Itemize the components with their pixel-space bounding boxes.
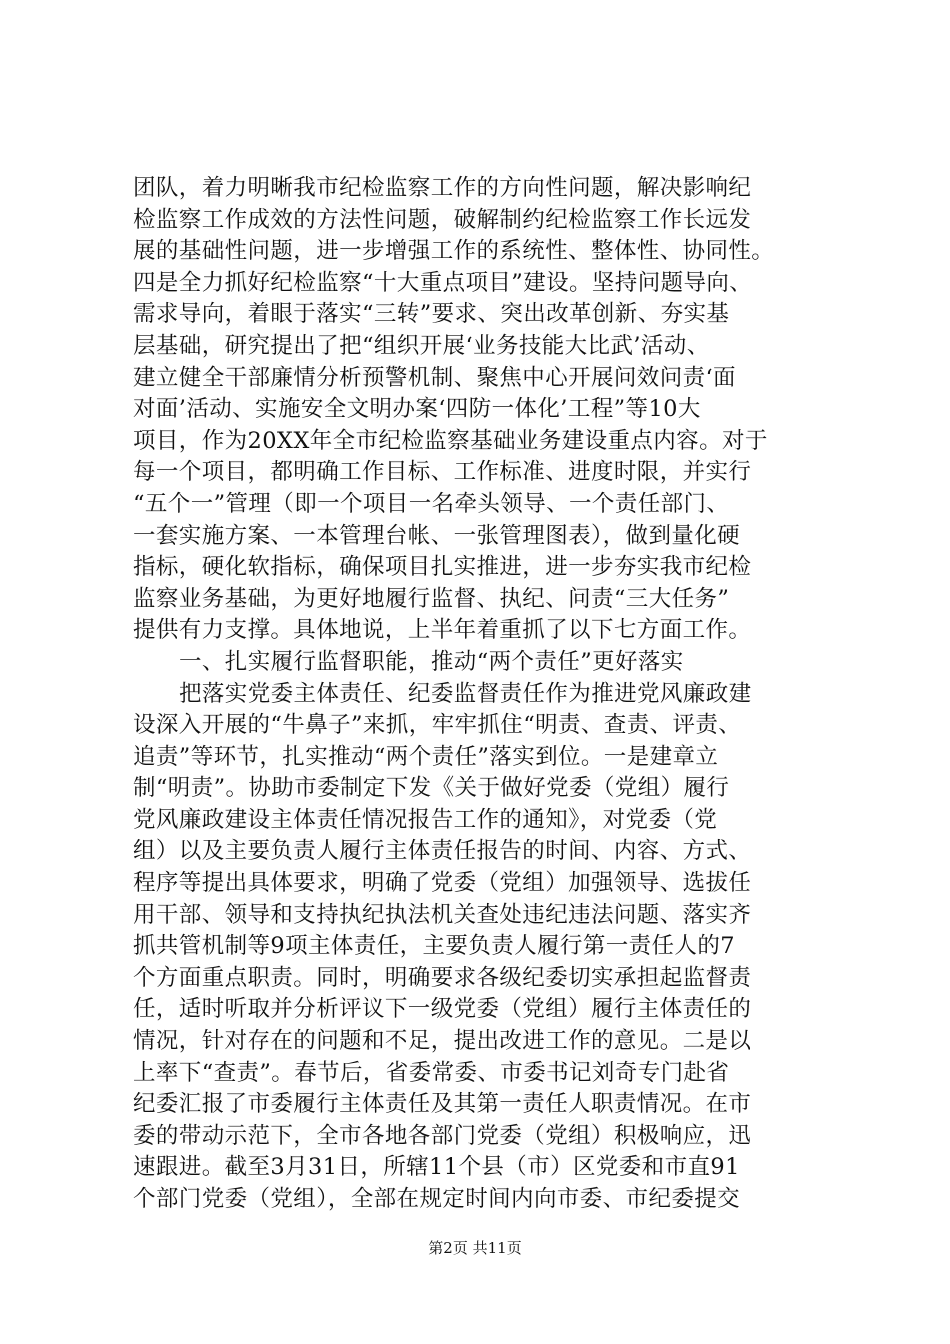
text-line: 用干部、领导和支持执纪执法机关查处违纪违法问题、落实齐 [133, 901, 752, 928]
text-line: 提供有力支撑。具体地说，上半年着重抓了以下七方面工作。 [133, 617, 752, 644]
paragraph-start-line: 把落实党委主体责任、纪委监督责任作为推进党风廉政建 [179, 680, 752, 707]
text-line: 追责”等环节，扎实推动“两个责任”落实到位。一是建章立 [133, 743, 719, 770]
text-line: 一套实施方案、一本管理台帐、一张管理图表），做到量化硬 [133, 522, 741, 549]
text-line: 制“明责”。协助市委制定下发《关于做好党委（党组）履行 [133, 775, 730, 802]
text-line: 纪委汇报了市委履行主体责任及其第一责任人职责情况。在市 [133, 1091, 752, 1118]
text-line: 程序等提出具体要求，明确了党委（党组）加强领导、选拔任 [133, 870, 752, 897]
page-number-footer: 第2页 共11页 [428, 1239, 522, 1257]
text-line: 上率下“查责”。春节后，省委常委、市委书记刘奇专门赴省 [133, 1059, 730, 1086]
text-line: 指标，硬化软指标，确保项目扎实推进，进一步夯实我市纪检 [133, 554, 752, 581]
section-heading: 一、扎实履行监督职能，推动“两个责任”更好落实 [179, 648, 684, 675]
text-line: 情况，针对存在的问题和不足，提出改进工作的意见。二是以 [133, 1028, 752, 1055]
text-line: 任，适时听取并分析评议下一级党委（党组）履行主体责任的 [133, 996, 752, 1023]
text-line: 党风廉政建设主体责任情况报告工作的通知》，对党委（党 [133, 806, 718, 833]
text-line: 个部门党委（党组），全部在规定时间内向市委、市纪委提交 [133, 1186, 741, 1212]
text-line: 展的基础性问题，进一步增强工作的系统性、整体性、协同性。 [133, 238, 775, 265]
text-line: 每一个项目，都明确工作目标、工作标准、进度时限，并实行 [133, 459, 752, 486]
text-line: 速跟进。截至3月31日，所辖11个县（市）区党委和市直91 [133, 1154, 740, 1181]
document-body [133, 173, 833, 1216]
text-line: 团队，着力明晰我市纪检监察工作的方向性问题，解决影响纪 [133, 175, 752, 201]
text-line: 层基础，研究提出了把“组织开展‘业务技能大比武’活动、 [133, 332, 710, 359]
text-line: 组）以及主要负责人履行主体责任报告的时间、内容、方式、 [133, 838, 752, 865]
text-line: 设深入开展的“牛鼻子”来抓，牢牢抓住“明责、查责、评责、 [133, 712, 742, 739]
text-line: 个方面重点职责。同时，明确要求各级纪委切实承担起监督责 [133, 964, 752, 991]
text-line: 检监察工作成效的方法性问题，破解制约纪检监察工作长远发 [133, 206, 752, 233]
text-line: 委的带动示范下，全市各地各部门党委（党组）积极响应，迅 [133, 1122, 752, 1149]
text-line: 抓共管机制等9项主体责任，主要负责人履行第一责任人的7 [133, 933, 735, 960]
text-line: 建立健全干部廉情分析预警机制、聚焦中心开展问效问责‘面 [133, 364, 736, 391]
text-line: 项目，作为20XX年全市纪检监察基础业务建设重点内容。对于 [133, 427, 768, 454]
text-line: 四是全力抓好纪检监察“十大重点项目”建设。坚持问题导向、 [133, 269, 753, 296]
text-line: 对面’活动、实施安全文明办案‘四防一体化’工程”等10大 [133, 396, 701, 423]
text-line: 监察业务基础，为更好地履行监督、执纪、问责“三大任务” [133, 585, 730, 612]
text-line: “五个一”管理（即一个项目一名牵头领导、一个责任部门、 [133, 490, 730, 517]
text-line: 需求导向，着眼于落实“三转”要求、突出改革创新、夯实基 [133, 301, 730, 328]
